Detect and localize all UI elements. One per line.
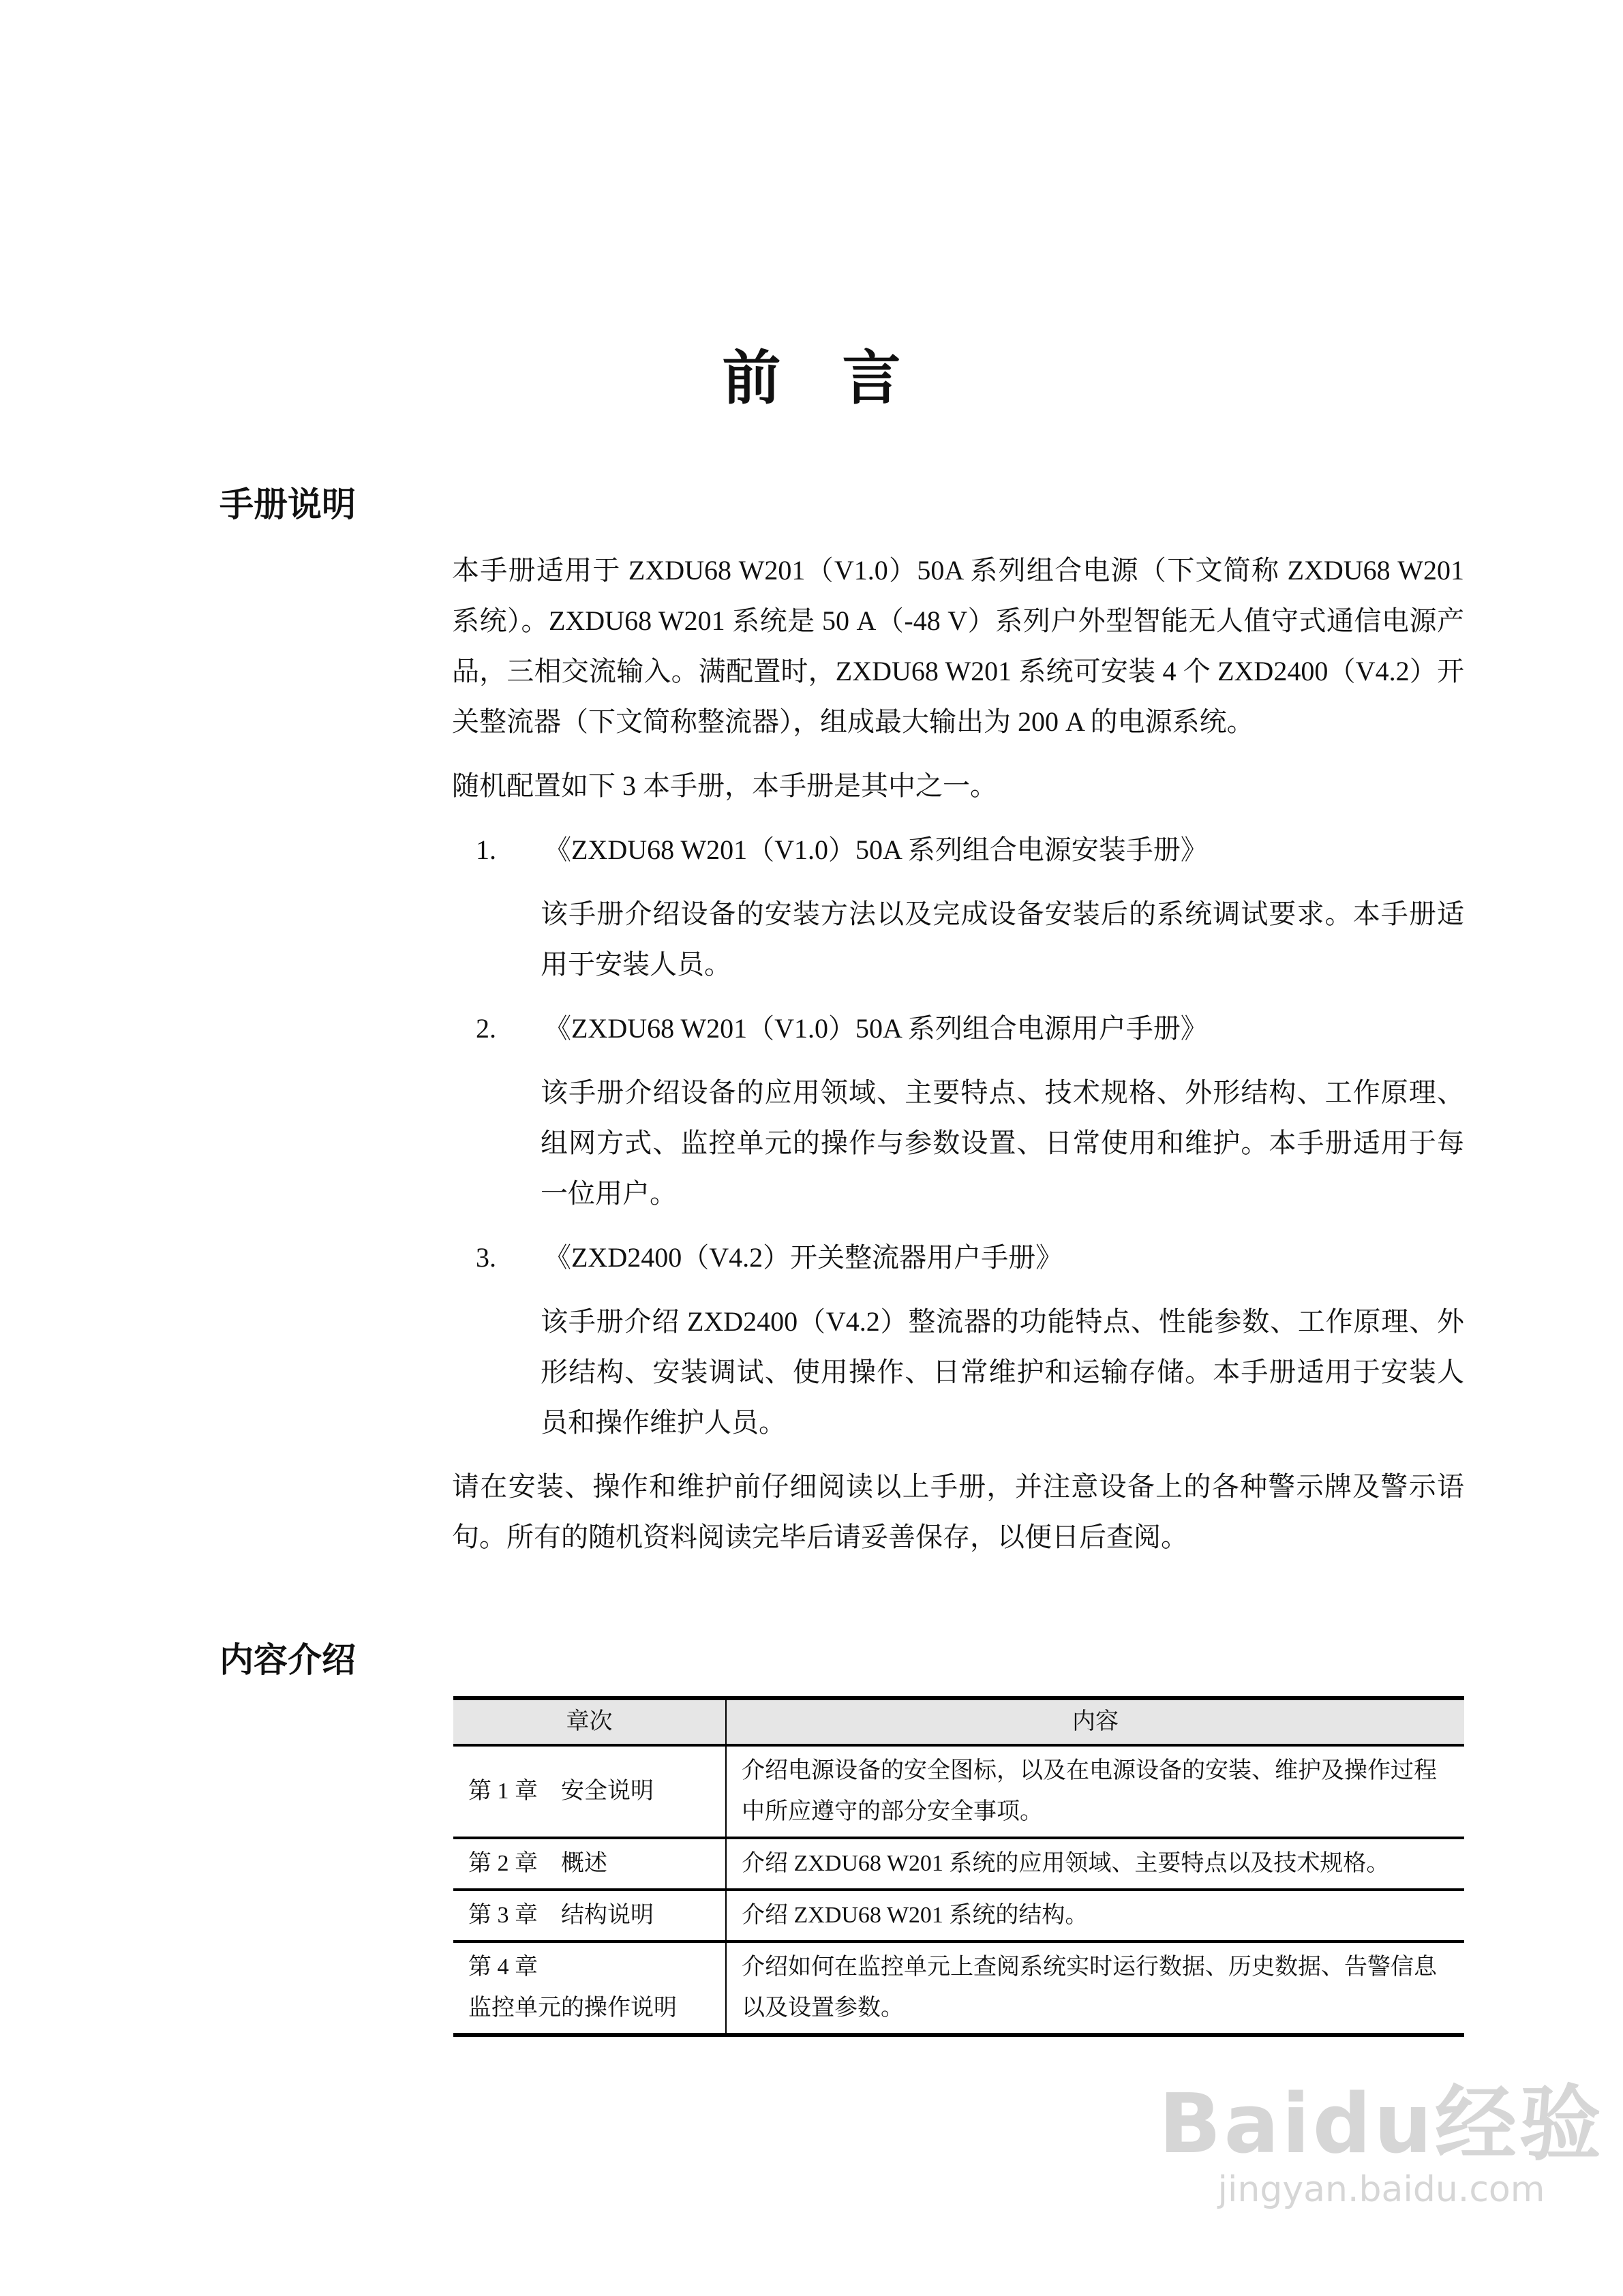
- chapter-table: [453, 1696, 1464, 2037]
- list-item-title: 《ZXDU68 W201（V1.0）50A 系列组合电源安装手册》: [544, 834, 1208, 865]
- table-header-row: [453, 1698, 1464, 1745]
- list-item-number: 2.: [476, 1013, 496, 1044]
- baidu-logo: Baidu经验: [1159, 2077, 1604, 2172]
- list-item-title: 《ZXDU68 W201（V1.0）50A 系列组合电源用户手册》: [544, 1013, 1208, 1044]
- column-header-chapter: 章次: [453, 1698, 726, 1745]
- closing-paragraph: 请在安装、操作和维护前仔细阅读以上手册，并注意设备上的各种警示牌及警示语句。所有的随机资料阅读完毕后请妥善保存，以便日后查阅。: [452, 1471, 1464, 1552]
- chapter-cell: 第 3 章 结构说明: [453, 1890, 726, 1942]
- list-item-description: 该手册介绍设备的应用领域、主要特点、技术规格、外形结构、工作原理、组网方式、监控单元的操作与参数设置、日常使用和维护。本手册适用于每一位用户。: [541, 1077, 1464, 1209]
- list-item: [452, 1233, 1464, 1448]
- content-cell: 介绍如何在监控单元上查阅系统实时运行数据、历史数据、告警信息以及设置参数。: [726, 1942, 1464, 2035]
- list-item: [452, 1003, 1464, 1219]
- table-row: [453, 1942, 1464, 2035]
- list-item-number: 1.: [476, 834, 496, 865]
- list-item: [452, 825, 1464, 990]
- column-header-content: 内容: [726, 1698, 1464, 1745]
- table-row: [453, 1890, 1464, 1942]
- chapter-cell: 第 2 章 概述: [453, 1838, 726, 1890]
- list-item-number: 3.: [476, 1242, 496, 1273]
- table-row: [453, 1838, 1464, 1890]
- manual-description-body: [452, 545, 1464, 1576]
- intro-paragraph: 本手册适用于 ZXDU68 W201（V1.0）50A 系列组合电源（下文简称 ZXDU68 W201 系统）。ZXDU68 W201 系统是 50 A（-48 V）系列户外型智能无人值守式通信电源产品，三相交流输入。满配置时，ZXDU68 W201 系统可安装 4 个 ZXD2400（V4.2）开关整流器（下文简称整流器），组成最大输出为 200 A 的电源系统。: [452, 555, 1464, 737]
- baidu-jingyan-watermark: [1159, 2059, 1604, 2210]
- watermark-url: jingyan.baidu.com: [1217, 2169, 1545, 2210]
- list-item-description: 该手册介绍 ZXD2400（V4.2）整流器的功能特点、性能参数、工作原理、外形结构、安装调试、使用操作、日常维护和运输存储。本手册适用于安装人员和操作维护人员。: [541, 1306, 1464, 1438]
- table-row: [453, 1745, 1464, 1838]
- chapter-title: 监控单元的操作说明: [468, 1995, 677, 2021]
- manual-list: [452, 825, 1464, 1448]
- content-cell: 介绍 ZXDU68 W201 系统的应用领域、主要特点以及技术规格。: [726, 1838, 1464, 1890]
- page-title: 前言: [722, 344, 962, 412]
- chapter-number: 第 4 章: [468, 1954, 538, 1980]
- list-intro: 随机配置如下 3 本手册，本手册是其中之一。: [452, 770, 997, 801]
- chapter-cell: 第 1 章 安全说明: [453, 1745, 726, 1838]
- section-heading-manual-description: 手册说明: [219, 485, 356, 524]
- list-item-title: 《ZXD2400（V4.2）开关整流器用户手册》: [544, 1242, 1063, 1273]
- list-item-description: 该手册介绍设备的安装方法以及完成设备安装后的系统调试要求。本手册适用于安装人员。: [541, 898, 1464, 980]
- section-heading-content-intro: 内容介绍: [219, 1640, 356, 1680]
- content-cell: 介绍电源设备的安全图标，以及在电源设备的安装、维护及操作过程中所应遵守的部分安全事项。: [726, 1745, 1464, 1838]
- content-cell: 介绍 ZXDU68 W201 系统的结构。: [726, 1890, 1464, 1942]
- chapter-cell: [453, 1942, 726, 2035]
